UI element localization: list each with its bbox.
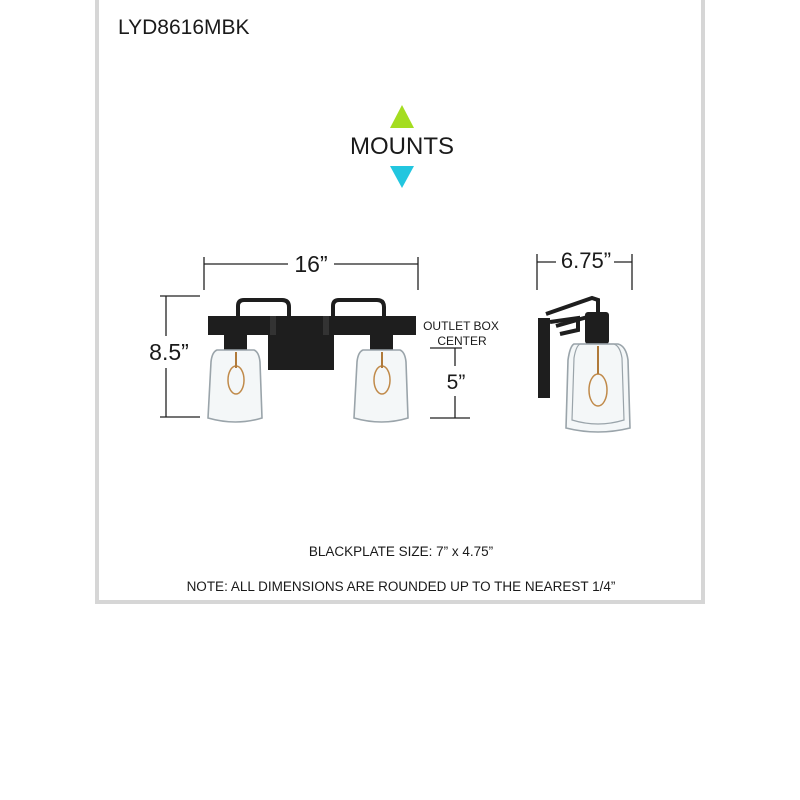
outlet-box-label-line2: CENTER (437, 334, 487, 348)
fixture-front-view (208, 300, 416, 422)
mounts-up-arrow-icon (390, 105, 414, 128)
fixture-side-view (538, 298, 630, 432)
model-number: LYD8616MBK (118, 16, 250, 39)
outlet-box-label-line1: OUTLET BOX (423, 319, 499, 333)
outlet-box-height-label: 5” (446, 371, 466, 394)
mounts-label: MOUNTS (350, 133, 454, 160)
height-label: 8.5” (149, 339, 189, 365)
mounts-down-arrow-icon (390, 166, 414, 188)
backplate-size-note: BLACKPLATE SIZE: 7” x 4.75” (308, 544, 494, 559)
depth-label: 6.75” (560, 248, 612, 273)
width-label: 16” (294, 251, 328, 277)
rounding-note: NOTE: ALL DIMENSIONS ARE ROUNDED UP TO THE NEAREST 1/4” (186, 579, 616, 594)
